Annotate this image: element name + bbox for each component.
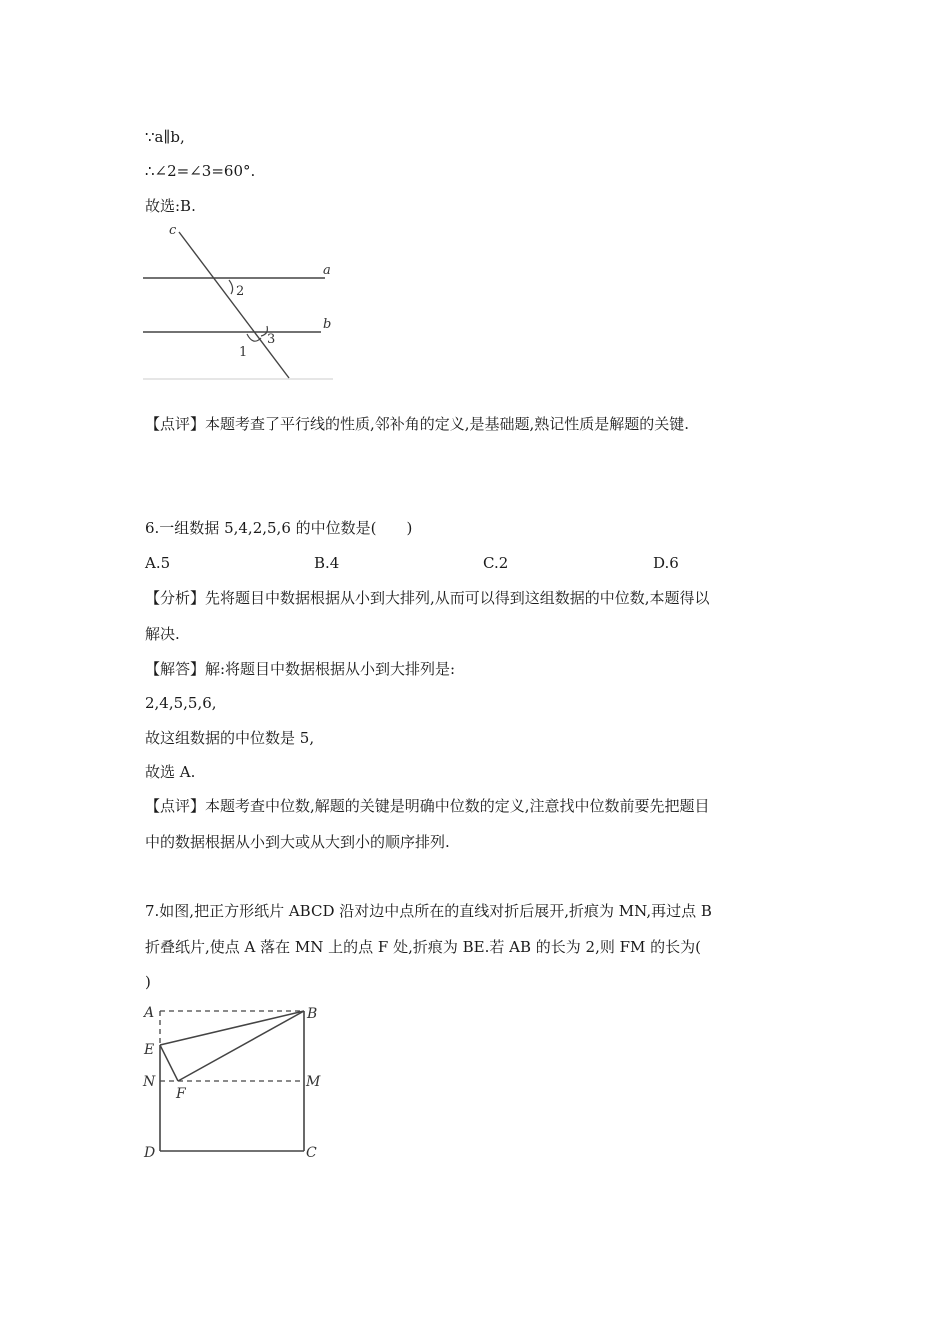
square-fold-figure bbox=[142, 1002, 324, 1162]
label-N: N bbox=[143, 1074, 156, 1090]
q6-comment-line1: 【点评】本题考查中位数,解题的关键是明确中位数的定义,注意找中位数前要先把题目 bbox=[145, 797, 710, 815]
crease-be bbox=[160, 1011, 304, 1045]
q7-stem-line2: 折叠纸片,使点 A 落在 MN 上的点 F 处,折痕为 BE.若 AB 的长为 2,则 FM 的长为( bbox=[145, 938, 702, 956]
label-angle-1: 1 bbox=[239, 345, 248, 360]
q7-stem-line3: ) bbox=[145, 973, 151, 991]
therefore-line: ∴∠2=∠3=60°. bbox=[145, 162, 256, 180]
q6-option-a: A.5 bbox=[145, 554, 171, 572]
label-M: M bbox=[306, 1074, 321, 1090]
parallel-lines-figure bbox=[143, 222, 335, 382]
choice-line: 故选:B. bbox=[145, 197, 196, 215]
label-c: c bbox=[169, 223, 177, 238]
q6-analysis-line1: 【分析】先将题目中数据根据从小到大排列,从而可以得到这组数据的中位数,本题得以 bbox=[145, 589, 710, 607]
segment-ef bbox=[160, 1045, 178, 1081]
prev-comment: 【点评】本题考查了平行线的性质,邻补角的定义,是基础题,熟记性质是解题的关键. bbox=[145, 415, 690, 433]
segment-bf bbox=[178, 1011, 304, 1081]
q6-option-b: B.4 bbox=[314, 554, 340, 572]
q6-answer-median: 故这组数据的中位数是 5, bbox=[145, 729, 315, 747]
label-B: B bbox=[307, 1006, 318, 1022]
because-line: ∵a∥b, bbox=[145, 128, 185, 146]
q6-analysis-line2: 解决. bbox=[145, 625, 180, 643]
label-A: A bbox=[144, 1005, 155, 1021]
label-C: C bbox=[306, 1145, 317, 1161]
q6-option-d: D.6 bbox=[653, 554, 679, 572]
q6-stem: 6.一组数据 5,4,2,5,6 的中位数是( ) bbox=[145, 519, 413, 537]
q6-answer-choice: 故选 A. bbox=[145, 763, 196, 781]
label-angle-3: 3 bbox=[267, 332, 276, 347]
q6-answer-list: 2,4,5,5,6, bbox=[145, 694, 217, 712]
label-D: D bbox=[144, 1145, 156, 1161]
label-E: E bbox=[144, 1042, 155, 1058]
line-c bbox=[179, 232, 289, 378]
label-a: a bbox=[323, 263, 331, 278]
label-b: b bbox=[323, 317, 332, 332]
label-angle-2: 2 bbox=[236, 284, 245, 299]
q7-stem-line1: 7.如图,把正方形纸片 ABCD 沿对边中点所在的直线对折后展开,折痕为 MN,再过点 B bbox=[145, 902, 712, 920]
angle-2-arc bbox=[229, 280, 233, 294]
q6-comment-line2: 中的数据根据从小到大或从大到小的顺序排列. bbox=[145, 833, 450, 851]
q6-answer-head: 【解答】解:将题目中数据根据从小到大排列是: bbox=[145, 660, 456, 678]
label-F: F bbox=[176, 1086, 186, 1102]
q6-option-c: C.2 bbox=[483, 554, 509, 572]
